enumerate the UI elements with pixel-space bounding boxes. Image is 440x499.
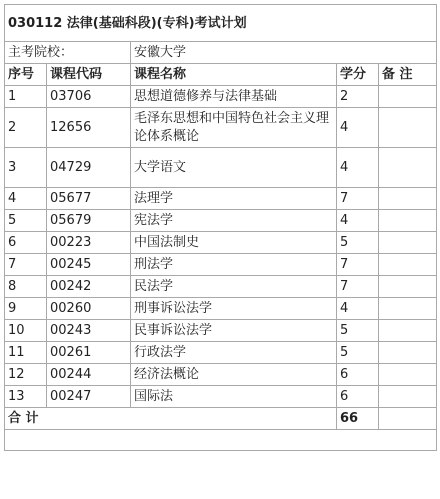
- table-row: [5, 86, 437, 108]
- row-course-name: 民法学: [131, 276, 337, 298]
- row-no: 11: [5, 342, 47, 364]
- row-no: 9: [5, 298, 47, 320]
- row-course-name: 刑法学: [131, 254, 337, 276]
- row-course-name: 国际法: [131, 386, 337, 408]
- row-credit: 7: [337, 276, 379, 298]
- school-label: 主考院校：: [5, 42, 131, 64]
- header-note: 备 注: [379, 64, 437, 86]
- row-note: [379, 188, 437, 210]
- header-name: 课程名称: [131, 64, 337, 86]
- row-note: [379, 210, 437, 232]
- row-code: 00260: [47, 298, 131, 320]
- row-no: 5: [5, 210, 47, 232]
- row-code: 05679: [47, 210, 131, 232]
- row-code: 00242: [47, 276, 131, 298]
- row-note: [379, 86, 437, 108]
- row-code: 00243: [47, 320, 131, 342]
- header-row: [5, 64, 437, 86]
- row-note: [379, 276, 437, 298]
- row-note: [379, 298, 437, 320]
- row-course-name: 经济法概论: [131, 364, 337, 386]
- table-row: [5, 320, 437, 342]
- row-course-name: 思想道德修养与法律基础: [131, 86, 337, 108]
- row-course-name: 法理学: [131, 188, 337, 210]
- table-row: [5, 386, 437, 408]
- total-note: [379, 408, 437, 430]
- table-row: [5, 276, 437, 298]
- row-credit: 5: [337, 342, 379, 364]
- row-code: 00244: [47, 364, 131, 386]
- row-credit: 4: [337, 210, 379, 232]
- row-credit: 7: [337, 188, 379, 210]
- row-no: 1: [5, 86, 47, 108]
- row-code: 00247: [47, 386, 131, 408]
- row-note: [379, 320, 437, 342]
- table-row: [5, 364, 437, 386]
- row-credit: 5: [337, 320, 379, 342]
- header-credit: 学分: [337, 64, 379, 86]
- row-course-name: 宪法学: [131, 210, 337, 232]
- row-note: [379, 148, 437, 188]
- table-row: [5, 108, 437, 148]
- row-code: 00245: [47, 254, 131, 276]
- exam-plan: [4, 4, 436, 451]
- header-code: 课程代码: [47, 64, 131, 86]
- table-row: [5, 232, 437, 254]
- row-course-name: 行政法学: [131, 342, 337, 364]
- row-code: 05677: [47, 188, 131, 210]
- table-row: [5, 210, 437, 232]
- row-no: 4: [5, 188, 47, 210]
- table-row: [5, 188, 437, 210]
- header-no: 序号: [5, 64, 47, 86]
- row-credit: 2: [337, 86, 379, 108]
- row-no: 13: [5, 386, 47, 408]
- row-no: 10: [5, 320, 47, 342]
- school-row: [5, 42, 437, 64]
- row-no: 2: [5, 108, 47, 148]
- total-label: 合 计: [5, 408, 337, 430]
- row-note: [379, 108, 437, 148]
- row-credit: 4: [337, 148, 379, 188]
- title-row: [5, 5, 437, 42]
- row-credit: 6: [337, 364, 379, 386]
- row-credit: 6: [337, 386, 379, 408]
- total-row: [5, 408, 437, 430]
- row-no: 12: [5, 364, 47, 386]
- row-note: [379, 232, 437, 254]
- table-row: [5, 254, 437, 276]
- row-code: 12656: [47, 108, 131, 148]
- blank-row: [5, 430, 437, 451]
- row-note: [379, 364, 437, 386]
- row-no: 3: [5, 148, 47, 188]
- exam-plan-table: [4, 4, 437, 451]
- row-code: 04729: [47, 148, 131, 188]
- row-note: [379, 386, 437, 408]
- row-credit: 4: [337, 298, 379, 320]
- table-row: [5, 298, 437, 320]
- row-course-name: 大学语文: [131, 148, 337, 188]
- row-credit: 5: [337, 232, 379, 254]
- row-code: 03706: [47, 86, 131, 108]
- row-no: 8: [5, 276, 47, 298]
- row-note: [379, 342, 437, 364]
- row-no: 6: [5, 232, 47, 254]
- row-note: [379, 254, 437, 276]
- row-code: 00261: [47, 342, 131, 364]
- row-course-name: 中国法制史: [131, 232, 337, 254]
- school-name: 安徽大学: [131, 42, 437, 64]
- row-code: 00223: [47, 232, 131, 254]
- plan-title: 030112 法律(基础科段)(专科)考试计划: [5, 5, 437, 42]
- row-course-name: 毛泽东思想和中国特色社会主义理论体系概论: [131, 108, 337, 148]
- row-course-name: 民事诉讼法学: [131, 320, 337, 342]
- row-credit: 7: [337, 254, 379, 276]
- table-row: [5, 342, 437, 364]
- table-row: [5, 148, 437, 188]
- row-credit: 4: [337, 108, 379, 148]
- row-no: 7: [5, 254, 47, 276]
- total-credit: 66: [337, 408, 379, 430]
- blank-cell: [5, 430, 437, 451]
- row-course-name: 刑事诉讼法学: [131, 298, 337, 320]
